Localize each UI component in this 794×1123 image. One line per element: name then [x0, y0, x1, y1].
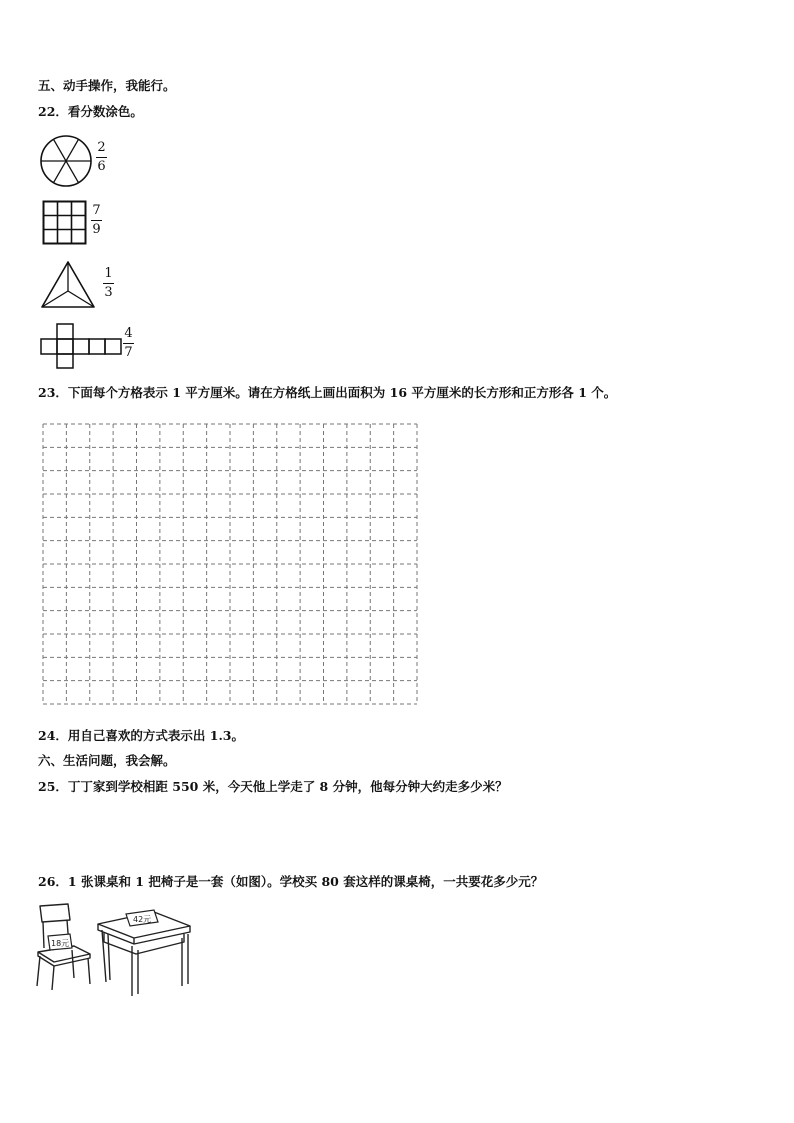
fraction-numerator: 4	[124, 326, 133, 341]
square-grid-paper	[42, 423, 418, 705]
question-26: 26．1 张课桌和 1 把椅子是一套（如图）。学校买 80 套这样的课桌椅，一共要花多少元？	[38, 874, 544, 889]
fraction-denominator: 3	[104, 285, 113, 300]
fraction-bar	[123, 343, 134, 344]
fraction-numerator: 2	[97, 140, 106, 155]
fraction-bar	[91, 220, 102, 221]
section-heading-6: 六、生活问题，我会解。	[38, 753, 176, 768]
square-nine-parts-figure	[42, 200, 88, 246]
triangle-three-parts-figure	[40, 260, 96, 310]
fraction-7-9	[91, 204, 102, 237]
fraction-2-6	[96, 141, 107, 174]
fraction-bar	[96, 157, 107, 158]
chair-price-label: 18元	[51, 939, 70, 948]
question-23: 23．下面每个方格表示 1 平方厘米。请在方格纸上画出面积为 16 平方厘米的长方形和正方形各 1 个。	[38, 385, 617, 400]
section-heading-5: 五、动手操作，我能行。	[38, 78, 176, 93]
question-24: 24．用自己喜欢的方式表示出 1.3。	[38, 728, 244, 743]
desk-price-tag	[126, 910, 158, 926]
fraction-4-7	[123, 327, 134, 360]
fraction-bar	[103, 283, 114, 284]
fraction-denominator: 9	[92, 222, 101, 237]
fraction-numerator: 7	[92, 203, 101, 218]
desk-illustration	[96, 908, 192, 1000]
chair-illustration	[34, 902, 96, 992]
circle-six-parts-figure	[38, 133, 94, 189]
seven-squares-net-figure	[40, 322, 122, 370]
question-25: 25．丁丁家到学校相距 550 米，今天他上学走了 8 分钟，他每分钟大约走多少米？	[38, 779, 508, 794]
fraction-1-3	[103, 267, 114, 300]
desk-price-label: 42元	[133, 915, 152, 924]
question-22: 22．看分数涂色。	[38, 104, 143, 119]
fraction-denominator: 7	[124, 345, 133, 360]
chair-price-tag	[48, 934, 72, 950]
fraction-denominator: 6	[97, 159, 106, 174]
fraction-numerator: 1	[104, 266, 113, 281]
